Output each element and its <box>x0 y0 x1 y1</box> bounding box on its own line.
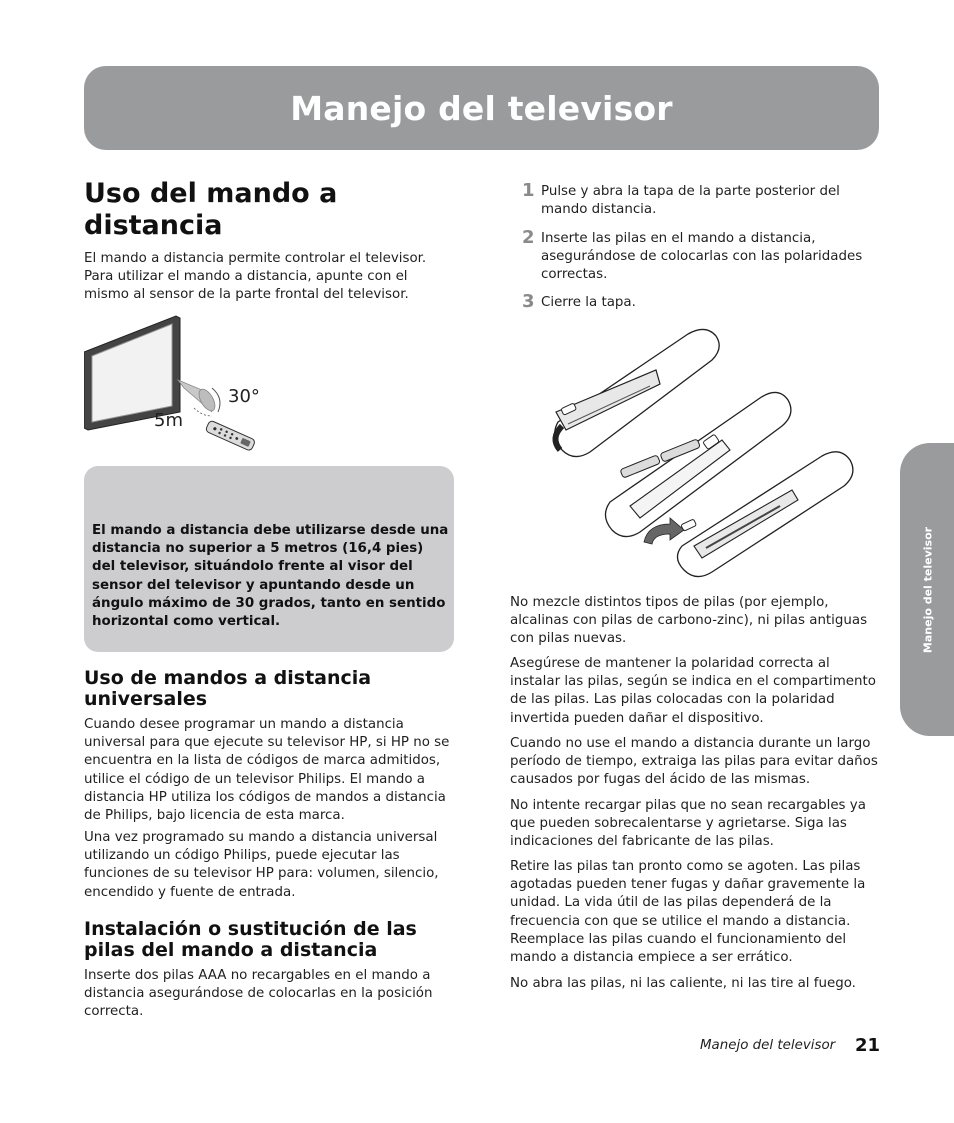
step-number: 3 <box>522 291 535 312</box>
chapter-title: Manejo del televisor <box>290 88 673 128</box>
section-heading-batteries: Instalación o sustitución de las pilas del mando a distancia <box>84 918 417 961</box>
angle-label: 30° <box>228 386 260 407</box>
battery-installation-illustration <box>540 320 860 585</box>
universal-paragraph-2: Una vez programado su mando a distancia universal utilizando un código Philips, puede ejecutar las funciones de su televisor HP para: volumen, silencio, encendido y fuente de entrada. <box>84 830 439 900</box>
battery-tip-4: No intente recargar pilas que no sean recargables ya que pueden sobrecalentarse y agrietarse. Siga las indicaciones del fabricante de las pilas. <box>510 798 866 850</box>
step-number: 1 <box>522 180 535 201</box>
step-text: Inserte las pilas en el mando a distancia, asegurándose de colocarlas con las polaridades correctas. <box>541 231 863 283</box>
chapter-banner <box>84 66 879 150</box>
batteries-paragraph: Inserte dos pilas AAA no recargables en el mando a distancia asegurándose de colocarlas en la posición correcta. <box>84 968 433 1020</box>
remote-icon <box>205 420 256 451</box>
page-number: 21 <box>855 1035 881 1056</box>
battery-tip-1: No mezcle distintos tipos de pilas (por ejemplo, alcalinas con pilas de carbono-zinc), ni pilas antiguas con pilas nuevas. <box>510 595 868 647</box>
side-chapter-tab <box>900 443 954 736</box>
section-heading-remote: Uso del mando a distancia <box>84 178 338 241</box>
tv-remote-illustration <box>84 312 264 457</box>
battery-tip-2: Asegúrese de mantener la polaridad correcta al instalar las pilas, según se indica en el compartimento de las pilas. Las pilas colocadas con la polaridad invertida pueden dañar el dispositivo. <box>510 656 876 726</box>
warning-note <box>84 466 454 652</box>
universal-paragraph-1: Cuando desee programar un mando a distancia universal para que ejecute su televisor HP, si HP no se encuentra en la lista de códigos de marca admitidos, utilice el código de un televisor Philips. El mando a distancia HP utiliza los códigos de mandos a distancia de Philips, bajo licencia de esta marca. <box>84 717 450 824</box>
step-text: Cierre la tapa. <box>541 295 636 310</box>
battery-tip-3: Cuando no use el mando a distancia durante un largo período de tiempo, extraiga las pilas para evitar daños causados por fugas del ácido de las mismas. <box>510 736 878 788</box>
battery-tip-6: No abra las pilas, ni las caliente, ni las tire al fuego. <box>510 976 856 991</box>
distance-label: 5m <box>154 410 183 431</box>
step-1 <box>522 180 872 219</box>
section-heading-universal: Uso de mandos a distancia universales <box>84 667 372 710</box>
warning-note-text: El mando a distancia debe utilizarse desde una distancia no superior a 5 metros (16,4 pies) del televisor, situándolo frente al visor del sensor del televisor y apuntando desde un ángulo máximo de 30 grados, tanto en sentido horizontal como vertical. <box>92 523 449 630</box>
remote-open-lid <box>555 329 719 456</box>
side-tab-label: Manejo del televisor <box>921 526 935 653</box>
intro-paragraph: El mando a distancia permite controlar el televisor. Para utilizar el mando a distancia, apunte con el mismo al sensor de la parte frontal del televisor. <box>84 251 427 303</box>
step-3 <box>522 291 872 312</box>
step-2 <box>522 227 872 285</box>
step-number: 2 <box>522 227 535 248</box>
step-text: Pulse y abra la tapa de la parte posterior del mando distancia. <box>541 184 840 218</box>
footer-section-label: Manejo del televisor <box>700 1038 836 1053</box>
battery-tip-5: Retire las pilas tan pronto como se agoten. Las pilas agotadas pueden tener fugas y dañar gravemente la unidad. La vida útil de las pilas dependerá de la frecuencia con que se utilice el mando a distancia. Reemplace las pilas cuando el funcionamiento del mando a distancia empiece a ser errático. <box>510 859 866 966</box>
